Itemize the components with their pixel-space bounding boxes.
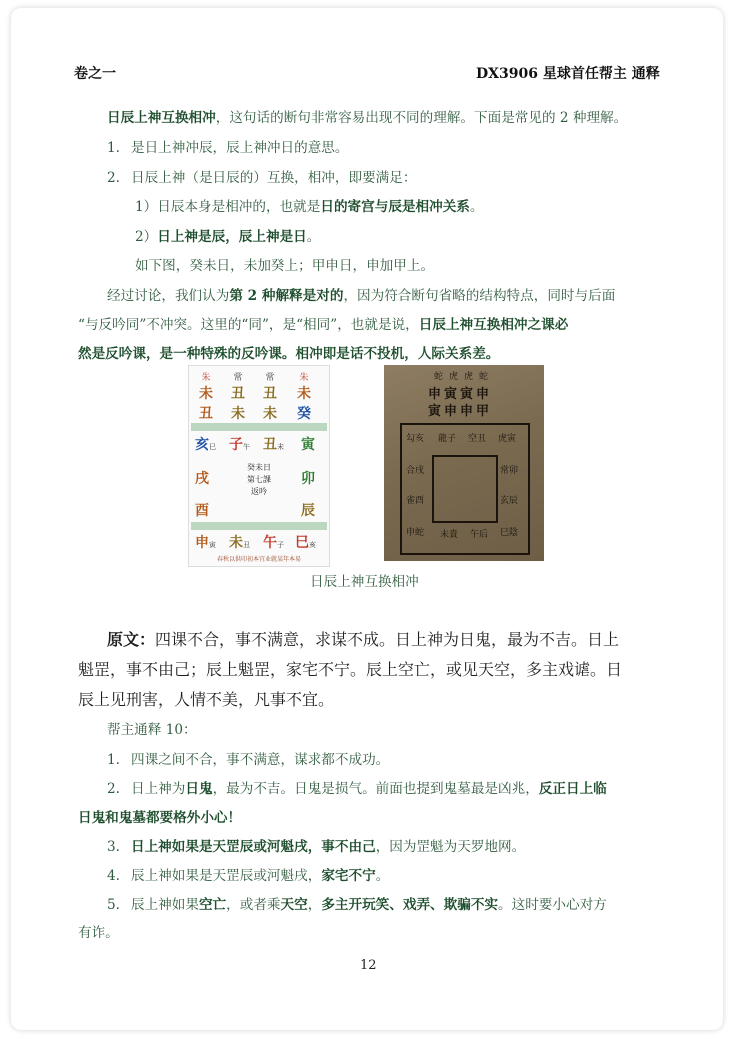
branch-small: 寅 [209,541,216,549]
photo-char: 寅 [444,387,461,402]
list1-item-2 [107,166,416,186]
discussion-text: “与反吟同”不冲突。这里的“同”，是“相同”，也就是说， [78,317,419,333]
photo-cell: 龍子 [438,434,457,444]
branch-small: 未 [277,443,284,451]
branch: 未 [229,535,243,551]
chart-divider [191,423,327,431]
list-text: 辰上神如果是天罡辰或河魁戌， [131,868,322,884]
center-line: 返吟 [251,487,267,496]
intro-bold: 日辰上神互换相冲 [107,110,216,126]
sub-text: 2） [135,229,158,245]
original-label: 原文： [107,630,156,649]
list2-item-5-cont: 有诈。 [78,925,119,941]
center-line: 第七課 [247,475,271,484]
branch: 子 [229,437,243,453]
top-branch: 癸 [297,406,311,422]
intro-rest: ，这句话的断句非常容易出现不同的理解。下面是常见的 2 种理解。 [215,110,628,126]
list2-item-5 [107,893,607,913]
list-text: 是日上神冲辰，辰上神冲日的意思。 [131,140,349,156]
photo-char: 蛇 [434,372,450,382]
photo-cell: 申蛇 [406,528,425,538]
sub-text: 。 [306,229,321,245]
list-number: 1. [107,140,120,156]
list-number: 4. [107,868,120,884]
sub-bold: 日上神是辰，辰上神是日 [157,229,307,245]
list2-item-3 [107,835,525,855]
list1-item-1 [107,136,349,156]
bottom-2 [229,532,250,552]
photo-cell: 雀酉 [406,496,425,506]
list-text: 日上神为 [131,781,186,797]
list2-item-2 [107,777,607,797]
list-text: ，最为不吉。日鬼是损气。前面也提到鬼墓最是凶兆， [212,781,539,797]
branch: 巳 [295,535,309,551]
photo-char: 申 [460,404,477,419]
photo-top-labels [434,369,494,382]
center-box [233,462,285,498]
sub-point-2 [135,225,320,245]
list-number: 3. [107,839,120,855]
photo-row-2 [428,400,492,419]
side-right-1: 卯 [301,471,315,487]
original-line-1 [107,627,619,650]
top-stem: 未 [199,386,213,402]
sub-point-1 [135,195,484,215]
side-left-2: 酉 [195,503,209,519]
list-bold: 日鬼和鬼墓都要格外小心！ [78,810,242,826]
running-header-right: DX3906 星球首任帮主 通释 [476,66,660,82]
list2-item-4 [107,864,389,884]
photo-cell: 空丑 [468,434,487,444]
photo-char: 蛇 [479,372,495,382]
discussion-bold: 日辰上神互换相冲之课必 [418,317,569,333]
list-bold: 家宅不宁 [321,868,376,884]
top-branch: 丑 [199,406,213,422]
top-label: 朱 [299,373,309,383]
branch-small: 午 [243,443,250,451]
list-text: 。这时要小心对方 [498,897,607,913]
photo-grid-inner [432,455,498,523]
top-stem: 丑 [263,386,277,402]
list-bold: 日鬼 [185,781,213,797]
sub-bold: 日的寄宫与辰是相冲关系 [320,199,470,215]
side-right-2: 辰 [301,503,315,519]
photo-char: 虎 [464,372,480,382]
row-a-right: 寅 [301,437,315,453]
list-number: 2. [107,170,120,186]
list-text: 四课之间不合，事不满意，谋求都不成功。 [131,752,390,768]
example-line: 如下图，癸未日，未加癸上；甲申日，申加甲上。 [135,258,435,274]
top-branch: 未 [263,406,277,422]
branch: 丑 [263,437,277,453]
list-number: 2. [107,781,120,797]
photo-char: 寅 [428,404,445,419]
manuscript-photo [384,365,544,561]
list-text: ， [307,897,322,913]
top-col-3 [263,370,277,423]
figure-caption: 日辰上神互换相冲 [310,574,419,590]
branch-small: 亥 [309,541,316,549]
branch: 申 [195,535,209,551]
photo-cell: 玄辰 [500,496,519,506]
branch: 午 [263,535,277,551]
course-chart [188,365,330,567]
list-bold: 多主开玩笑、戏弄、欺骗不实 [321,897,499,913]
top-label: 常 [265,373,275,383]
bottom-1 [195,532,216,552]
discussion-line-3 [78,342,499,362]
photo-char: 申 [476,387,493,402]
top-col-1 [199,370,213,423]
branch-small: 子 [277,541,284,549]
list-number: 5. [107,897,120,913]
photo-cell: 未貴 [440,530,459,540]
list-bold: 天空 [280,897,308,913]
top-stem: 丑 [231,386,245,402]
top-label: 常 [233,373,243,383]
bottom-3 [263,532,284,552]
discussion-bold: 然是反吟课，是一种特殊的反吟课。相冲即是话不投机，人际关系差。 [78,346,500,362]
photo-char: 甲 [476,404,493,419]
photo-cell: 合戌 [406,466,425,476]
branch-small: 丑 [243,541,250,549]
original-line-2: 魁罡，事不由己；辰上魁罡，家宅不宁。辰上空亡，或见天空，多主戏谑。日 [78,660,623,679]
photo-cell: 巳陰 [500,528,519,538]
row-a-left [195,434,216,454]
note-title: 帮主通释 10： [107,722,197,738]
discussion-line-1 [107,284,615,304]
sub-text: 1）日辰本身是相冲的，也就是 [135,199,321,215]
list-bold: 反正日上临 [538,781,607,797]
chart-divider [191,522,327,530]
branch: 亥 [195,437,209,453]
photo-char: 申 [444,404,461,419]
list-text: 辰上神如果 [131,897,199,913]
bottom-4 [295,532,316,552]
row-a-mid2 [263,434,284,454]
list-text: 。 [375,868,390,884]
photo-char: 寅 [460,387,477,402]
top-branch: 未 [231,406,245,422]
list-text: 日辰上神（是日辰的）互换，相冲，即要满足： [131,170,417,186]
chart-footer: 春秋以供印初本宜业就某年本易 [216,556,301,563]
top-stem: 未 [297,386,311,402]
top-col-2 [231,370,245,423]
photo-cell: 常卯 [500,466,519,476]
list-text: ，因为罡魁为天罗地网。 [375,839,526,855]
page-number: 12 [360,958,377,973]
list-text: ，或者乘 [226,897,281,913]
side-left-1: 戌 [195,471,209,487]
photo-cell: 虎寅 [498,434,517,444]
branch-small: 巳 [209,443,216,451]
list2-item-2-cont [78,806,241,826]
row-a-mid1 [229,434,250,454]
discussion-bold: 第 2 种解释是对的 [229,288,344,304]
top-col-4 [297,370,311,423]
list-bold: 空亡 [198,897,227,913]
photo-cell: 午后 [470,530,489,540]
discussion-line-2 [78,313,568,333]
photo-char: 虎 [449,372,465,382]
original-text: 四课不合，事不满意，求谋不成。日上神为日鬼，最为不吉。日上 [155,630,620,649]
list-number: 1. [107,752,120,768]
top-label: 朱 [201,373,211,383]
original-line-3: 辰上见刑害，人情不美，凡事不宜。 [78,690,335,709]
list2-item-1 [107,748,389,768]
running-header-left: 卷之一 [74,66,116,82]
center-line: 癸未日 [247,463,271,472]
list-bold: 日上神如果是天罡辰或河魁戌，事不由己 [131,839,376,855]
intro-paragraph [107,106,627,126]
sub-text: 。 [469,199,484,215]
discussion-text: 经过讨论，我们认为 [107,288,230,304]
discussion-text: ，因为符合断句省略的结构特点，同时与后面 [343,288,616,304]
photo-cell: 勾亥 [406,434,425,444]
photo-char: 申 [428,387,445,402]
